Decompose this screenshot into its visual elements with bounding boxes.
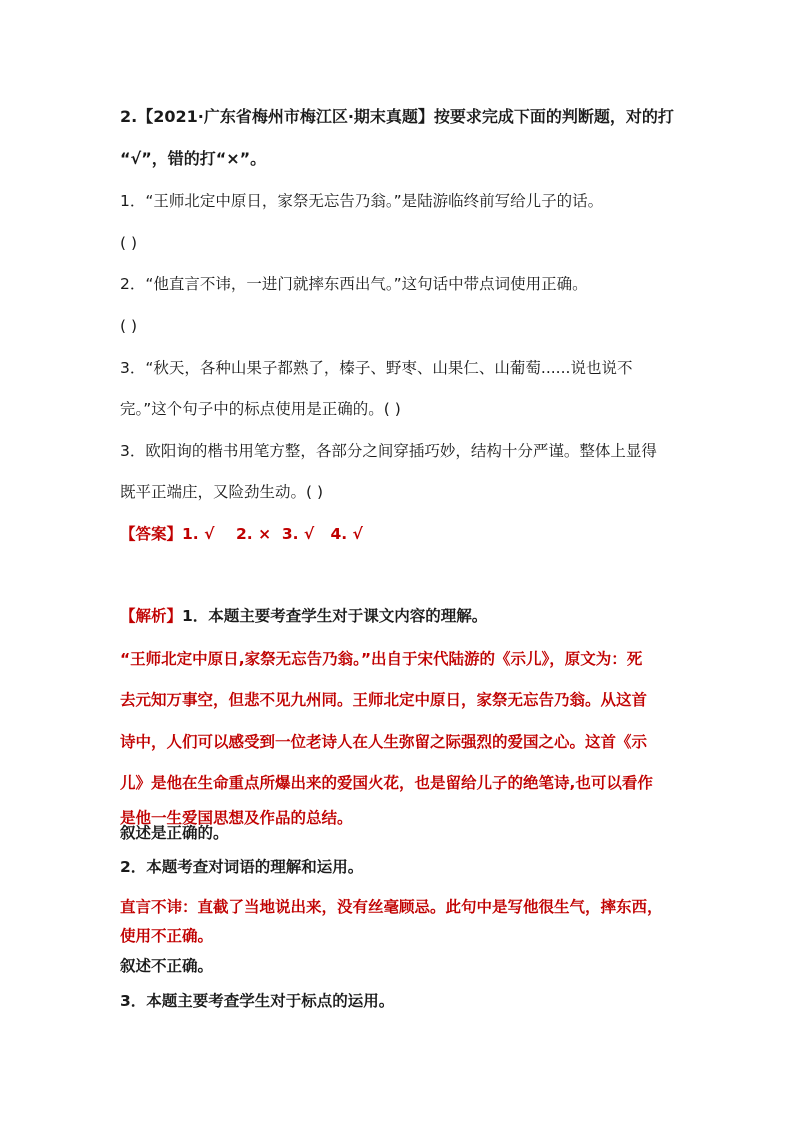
analysis-p1-line1: “王师北定中原日,家祭无忘告乃翁。”出自于宋代陆游的《示儿》，原文为：死 xyxy=(120,650,643,668)
item-1-answer-blank: ( ) xyxy=(120,234,138,252)
item-3-text: 3．“秋天，各种山果子都熟了，榛子、野枣、山果仁、山葡萄......说也说不 xyxy=(120,359,633,377)
item-3-text-cont: 完。”这个句子中的标点使用是正确的。( ) xyxy=(120,400,401,418)
analysis-p2-conclusion: 叙述不正确。 xyxy=(120,957,214,975)
analysis-p1-line5: 是他一生爱国思想及作品的总结。 xyxy=(120,809,353,827)
item-2-answer-blank: ( ) xyxy=(120,317,138,335)
answer-label: 【答案】 xyxy=(120,525,183,543)
question-title-line2: “√”，错的打“×”。 xyxy=(120,149,267,168)
item-1-text: 1．“王师北定中原日，家祭无忘告乃翁。”是陆游临终前写给儿子的话。 xyxy=(120,192,604,210)
item-4-text: 3．欧阳询的楷书用笔方整，各部分之间穿插巧妙，结构十分严谨。整体上显得 xyxy=(120,442,657,460)
analysis-p2-line1: 直言不讳：直截了当地说出来，没有丝毫顾忌。此句中是写他很生气，摔东西， xyxy=(120,898,663,916)
item-4-text-cont: 既平正端庄，又险劲生动。( ) xyxy=(120,483,324,501)
answer-line xyxy=(120,523,680,545)
analysis-p2-title: 2．本题考查对词语的理解和运用。 xyxy=(120,858,364,876)
analysis-p2-line2: 使用不正确。 xyxy=(120,927,214,945)
analysis-p1-line2: 去元知万事空，但悲不见九州同。王师北定中原日，家祭无忘告乃翁。从这首 xyxy=(120,691,648,709)
answer-text: 1. √ 2. × 3. √ 4. √ xyxy=(182,525,363,543)
analysis-p3-title: 3．本题主要考查学生对于标点的运用。 xyxy=(120,992,395,1010)
analysis-label: 【解析】 xyxy=(120,607,183,625)
analysis-p1-line3: 诗中，人们可以感受到一位老诗人在人生弥留之际强烈的爱国之心。这首《示 xyxy=(120,733,648,751)
analysis-heading xyxy=(120,605,680,627)
item-2-text: 2．“他直言不讳，一进门就摔东西出气。”这句话中带点词使用正确。 xyxy=(120,275,588,293)
analysis-p1-conclusion: 叙述是正确的。 xyxy=(120,824,229,842)
question-title-line1: 2.【2021·广东省梅州市梅江区·期末真题】按要求完成下面的判断题，对的打 xyxy=(120,107,674,126)
analysis-p1-line4: 儿》是他在生命重点所爆出来的爱国火花，也是留给儿子的绝笔诗,也可以看作 xyxy=(120,774,653,792)
analysis-p1-title: 1．本题主要考查学生对于课文内容的理解。 xyxy=(182,607,488,625)
